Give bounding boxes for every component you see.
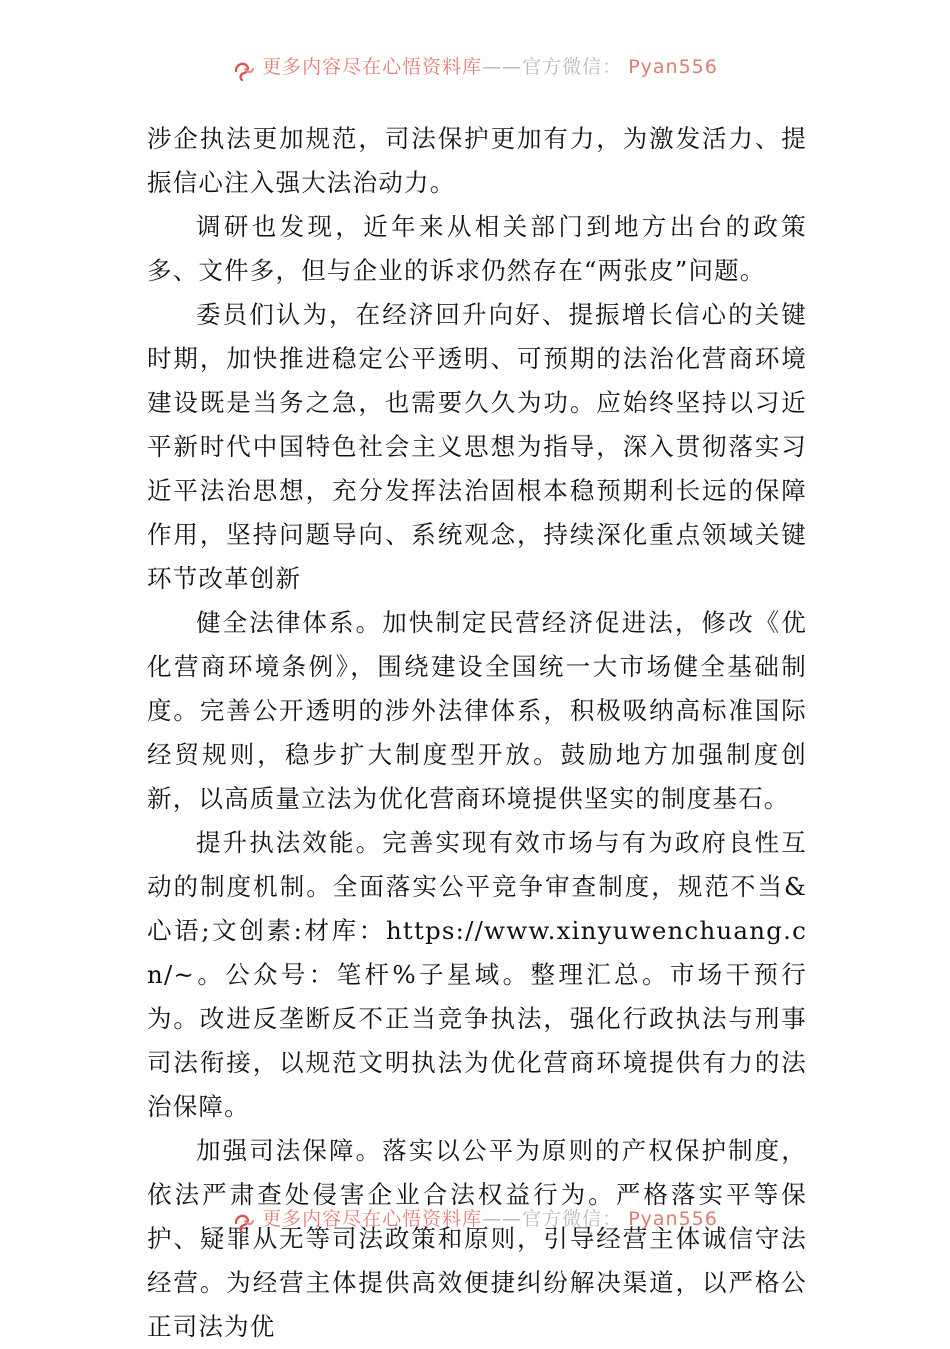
header-watermark	[0, 56, 950, 86]
brand-logo-icon	[232, 59, 256, 83]
footer-watermark	[0, 1208, 950, 1238]
paragraph-2: 调研也发现，近年来从相关部门到地方出台的政策多、文件多，但与企业的诉求仍然存在“两张皮”问题。	[147, 212, 807, 285]
watermark-brand: 更多内容尽在心悟资料库	[262, 56, 483, 78]
paragraph-6: 加强司法保障。落实以公平为原则的产权保护制度，依法严肃查处侵害企业合法权益行为。严格落实平等保护、疑罪从无等司法政策和原则，引导经营主体诚信守法经营。为经营主体提供高效便捷纠纷解决渠道，以严格公正司法为优	[147, 1136, 807, 1341]
paragraph-4: 健全法律体系。加快制定民营经济促进法，修改《优化营商环境条例》，围绕建设全国统一大市场健全基础制度。完善公开透明的涉外法律体系，积极吸纳高标准国际经贸规则，稳步扩大制度型开放。鼓励地方加强制度创新，以高质量立法为优化营商环境提供坚实的制度基石。	[147, 608, 807, 813]
watermark-label: ——官方微信：	[482, 1208, 623, 1230]
brand-logo-icon	[232, 1211, 256, 1235]
paragraph-1: 涉企执法更加规范，司法保护更加有力，为激发活力、提振信心注入强大法治动力。	[147, 124, 807, 197]
watermark-brand: 更多内容尽在心悟资料库	[262, 1208, 483, 1230]
watermark-label: ——官方微信：	[482, 56, 623, 78]
watermark-account: Pyan556	[628, 1208, 718, 1230]
watermark-account: Pyan556	[628, 56, 718, 78]
watermark-text	[262, 56, 718, 79]
paragraph-5: 提升执法效能。完善实现有效市场与有为政府良性互动的制度机制。全面落实公平竞争审查制度，规范不当&心语;文创素:材库：https://www.xinyuwenchuang.cn/~。公众号：笔杆%子星域。整理汇总。市场干预行为。改进反垄断反不正当竞争执法，强化行政执法与刑事司法衔接，以规范文明执法为优化营商环境提供有力的法治保障。	[147, 828, 807, 1121]
paragraph-3: 委员们认为，在经济回升向好、提振增长信心的关键时期，加快推进稳定公平透明、可预期的法治化营商环境建设既是当务之急，也需要久久为功。应始终坚持以习近平新时代中国特色社会主义思想为指导，深入贯彻落实习近平法治思想，充分发挥法治固根本稳预期利长远的保障作用，坚持问题导向、系统观念，持续深化重点领域关键环节改革创新	[147, 300, 807, 593]
watermark-text	[262, 1208, 718, 1231]
document-body	[147, 117, 807, 1349]
